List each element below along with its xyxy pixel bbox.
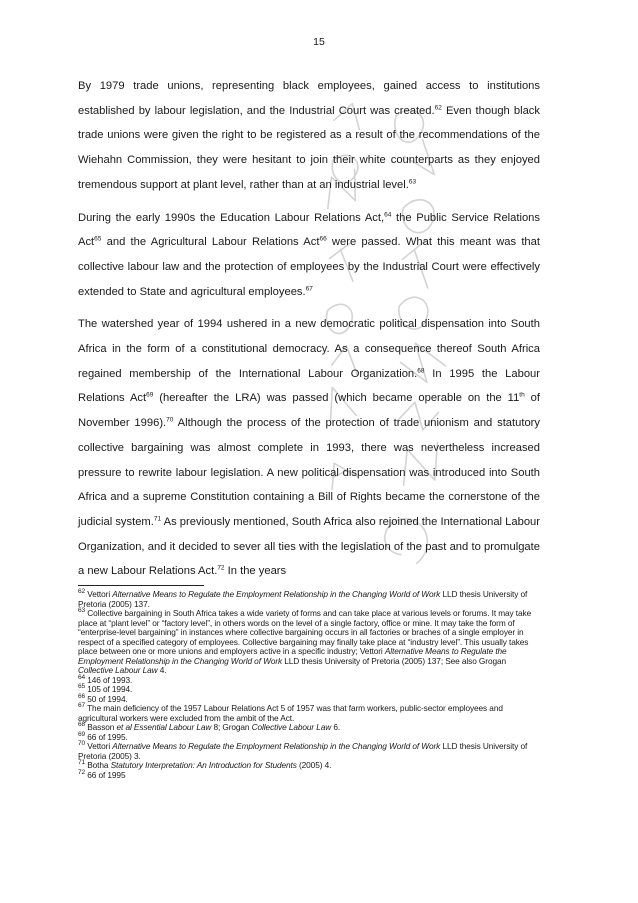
footnote (78, 590, 543, 609)
footnote-ref[interactable]: 64 (384, 210, 392, 218)
paragraph-text: The watershed year of 1994 ushered in a new democratic political dispensation into South Africa in the form of a constitutional democracy. As a consequence thereof South Africa regained membership of the International Labour Organization. (78, 318, 540, 380)
footnote-title: Collective Labour Law (251, 722, 332, 732)
footnotes (78, 590, 543, 780)
footnote-ref[interactable]: 67 (305, 284, 313, 292)
paragraph-text: Although the process of the protection of trade unionism and statutory collective bargaining was almost complete in 1993, there was nevertheless increased pressure to rewrite labour legislation. A new political dispensation was introduced into South Africa and a supreme Constitution containing a Bill of Rights became the cornerstone of the judicial system. (78, 417, 541, 528)
footnote-title: Alternative Means to Regulate the Employment Relationship in the Changing World of Work (78, 646, 507, 666)
footnote (78, 768, 543, 781)
footnote-ref[interactable]: 62 (434, 103, 442, 111)
footnote-number: 62 (78, 588, 86, 596)
footnote-title: et al Essential Labour Law (116, 722, 212, 732)
footnote-number: 71 (78, 759, 86, 767)
footnote-text: LLD thesis University of Pretoria (2005) 137. (78, 589, 528, 609)
footnote-ref[interactable]: 71 (153, 515, 162, 523)
footnote-title: Statutory Interpretation: An Introduction for Students (110, 760, 297, 770)
paragraph-text: In 1995 the Labour Relations Act (78, 367, 540, 405)
footnote-text: 50 of 1994. (85, 693, 128, 704)
page-number: 15 (313, 36, 325, 48)
footnote-text: Collective bargaining in South Africa takes a wide variety of forms and can take place at various levels or forums. It may take place at “plant level” or “factory level”, in others words on the level of a single factory, office or mine. It may take the form of “enterprise-level bargaining” in instances where collective bargaining occurs in all factories or braches of a single employer in respect of a specified category of employees. Collective bargaining may finally take place at “industry level”. This usually takes place between one or more unions and employers active in a specific industry; Vettori (78, 608, 532, 656)
paragraph-text: and the Agricultural Labour Relations Act (101, 236, 320, 249)
footnote-text: Basson (85, 722, 117, 732)
footnote-text: 66 of 1995. (85, 731, 128, 742)
footnote-text: The main deficiency of the 1957 Labour Relations Act 5 of 1957 was that farm workers, public-sector employees and agricultural workers were excluded from the ambit of the Act. (78, 703, 503, 723)
footnote-ref[interactable]: 72 (217, 564, 225, 572)
paragraph-text: By 1979 trade unions, representing black employees, gained access to institutions established by labour legislation, and the Industrial Court was created. (78, 80, 540, 117)
footnote-number: 72 (78, 768, 86, 776)
footnote-title: Alternative Means to Regulate the Employment Relationship in the Changing World of Work (112, 741, 441, 751)
paragraph-text: During the early 1990s the Education Labour Relations Act, (78, 211, 385, 224)
footnote-number: 64 (78, 673, 86, 681)
footnote-text: Vettori (85, 589, 113, 599)
footnote-number: 66 (78, 692, 86, 700)
footnote-ref[interactable]: 63 (408, 178, 417, 186)
footnote (78, 723, 543, 733)
paragraph-text: Even though black trade unions were given the right to be registered as a result of the recommendations of the Wiehahn Commission, they were hesitant to join their white counterparts as they enjoyed tremendous support at plant level, rather than at an industrial level. (78, 104, 540, 191)
footnote-text: LLD thesis University of Pretoria (2005) 3. (78, 741, 528, 761)
footnote (78, 742, 543, 761)
footnote-ref[interactable]: 69 (146, 391, 154, 399)
footnote-text: 6. (331, 722, 341, 732)
footnote-ref[interactable]: th (519, 391, 525, 399)
paragraph (78, 206, 540, 305)
footnote (78, 609, 543, 676)
footnote-number: 67 (78, 702, 86, 710)
footnote-ref[interactable]: 66 (319, 235, 327, 243)
paragraph-text: In the years (224, 565, 287, 578)
paragraph-text: (hereafter the LRA) was passed (which became operable on the 11 (153, 392, 520, 405)
footnote-text: 66 of 1995 (85, 769, 126, 780)
footnote-number: 65 (78, 683, 86, 691)
footnote (78, 704, 543, 723)
footnote-text: 4. (157, 665, 167, 675)
footnote-number: 68 (78, 721, 86, 729)
paragraph-text: As previously mentioned, South Africa also rejoined the International Labour Organization, and it decided to sever all ties with the legislation of the past and to promulgate a new Labour Relations Act. (78, 515, 540, 578)
footnote-text: 146 of 1993. (85, 674, 133, 685)
footnote-text: Botha (85, 760, 111, 770)
footnote-title: Alternative Means to Regulate the Employment Relationship in the Changing World of Work (112, 589, 441, 599)
body-text (78, 74, 540, 592)
footnote-text: Vettori (85, 741, 113, 751)
footnote-text: 105 of 1994. (85, 684, 133, 694)
paragraph (78, 74, 540, 198)
paragraph-text: were passed. What this meant was that collective labour law and the protection of employees by the Industrial Court were effectively extended to State and agricultural employees. (78, 236, 540, 298)
footnote-text: 8; Grogan (211, 722, 252, 732)
footnote-text: (2005) 4. (296, 760, 332, 770)
footnote-ref[interactable]: 70 (166, 416, 174, 424)
footnote-ref[interactable]: 68 (417, 367, 425, 374)
paragraph-text: the Public Service Relations Act (78, 211, 540, 249)
footnote-title: Collective Labour Law (78, 665, 158, 675)
footnote-text: LLD thesis University of Pretoria (2005) 137; See also Grogan (282, 655, 507, 666)
footnote-ref[interactable]: 65 (94, 235, 102, 243)
footnote (78, 673, 543, 686)
footnote-number: 63 (78, 607, 86, 615)
footnote (78, 685, 543, 695)
footnote-divider (78, 585, 204, 586)
footnote-number: 70 (78, 740, 86, 748)
footnote-number: 69 (78, 730, 86, 738)
footnote (78, 761, 543, 771)
paragraph-text: of November 1996). (78, 392, 540, 430)
paragraph (78, 312, 540, 584)
